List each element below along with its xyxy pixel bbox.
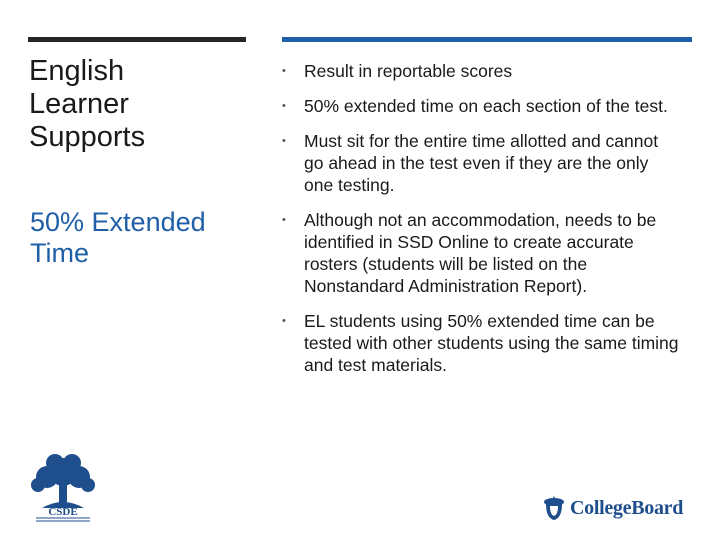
bullet-item [282, 130, 682, 196]
bullet-icon: • [282, 100, 286, 112]
tree-icon [31, 454, 95, 508]
bullet-text: EL students using 50% extended time can be tested with other students using the same timing and test materials. [304, 311, 679, 375]
bullet-icon: • [282, 65, 286, 77]
csde-logo [22, 452, 104, 524]
title-divider-bar [28, 37, 246, 42]
slide-title: English Learner Supports [29, 55, 146, 153]
bullet-item [282, 310, 682, 376]
bullet-item [282, 60, 682, 82]
bullet-item [282, 209, 682, 297]
collegeboard-logo [542, 490, 702, 526]
slide-subtitle: 50% Extended Time [30, 207, 206, 268]
bullet-text: 50% extended time on each section of the test. [304, 96, 668, 116]
bullet-icon: • [282, 315, 286, 327]
bullet-text: Must sit for the entire time allotted and cannot go ahead in the test even if they are the only one testing. [304, 131, 659, 195]
collegeboard-logo-text: CollegeBoard [570, 496, 684, 519]
content-divider-bar [282, 37, 692, 42]
csde-logo-text: CSDE [48, 506, 78, 518]
bullet-text: Result in reportable scores [304, 61, 513, 81]
bullet-icon: • [282, 214, 286, 226]
bullet-icon: • [282, 135, 286, 147]
bullet-item [282, 95, 682, 117]
bullet-list [282, 60, 682, 389]
acorn-icon [542, 494, 566, 522]
bullet-text: Although not an accommodation, needs to be identified in SSD Online to create accurate rosters (students will be listed on the Nonstandard Administration Report). [304, 210, 657, 296]
